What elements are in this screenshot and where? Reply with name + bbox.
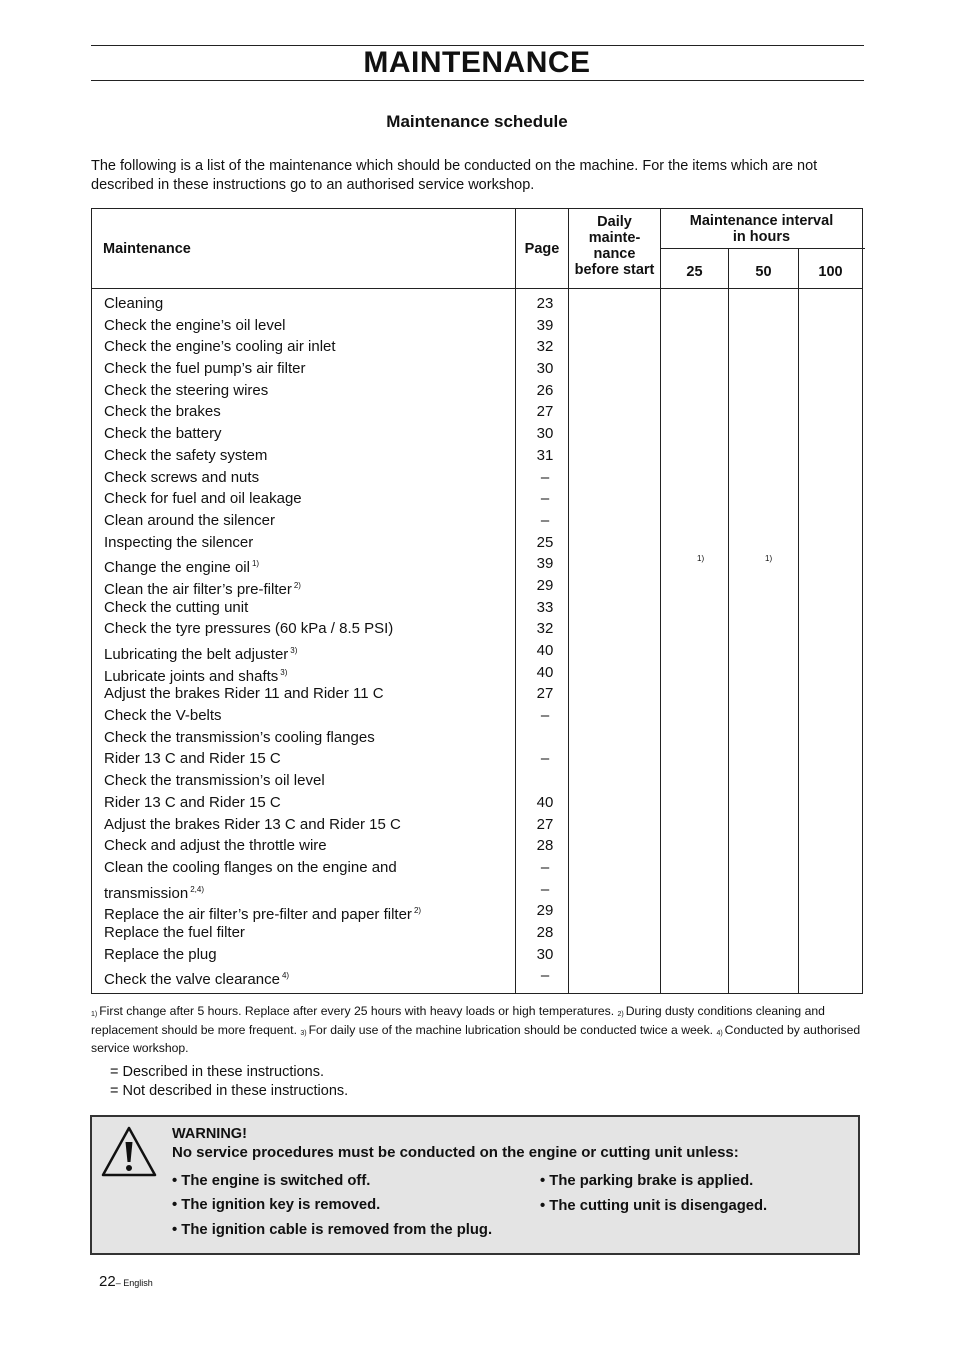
warning-bullet: • The ignition key is removed. bbox=[172, 1197, 381, 1213]
page-cell bbox=[515, 727, 575, 749]
table-row: Check the V-belts bbox=[104, 707, 222, 725]
page-cell: – bbox=[540, 967, 550, 985]
warning-bullet: • The cutting unit is disengaged. bbox=[540, 1198, 768, 1214]
warning-box bbox=[90, 1115, 860, 1255]
table-row: transmission $^{2,4)}$ bbox=[104, 884, 204, 902]
section-title: Maintenance schedule bbox=[386, 112, 568, 131]
maintenance-table bbox=[91, 208, 863, 994]
page-cell: 30 bbox=[536, 360, 554, 378]
table-row: Check and adjust the throttle wire bbox=[104, 837, 327, 855]
page-cell: 27 bbox=[536, 403, 554, 421]
page-cell: 23 bbox=[536, 295, 554, 312]
table-row: Lubricating the belt adjuster $^{3)}$ bbox=[104, 646, 298, 663]
table-row: Check the valve clearance $^{4)}$ bbox=[104, 971, 290, 989]
table-row: Check the engine’s cooling air inlet bbox=[104, 338, 336, 356]
footnotes: 1) First change after 5 hours. Replace after every 25 hours with heavy loads or high temperatures. 2) During dusty conditions cleaning and replacement should be more frequent. 3) For daily use of the machine lubrication should be conducted twice a week. 4) Conducted by authorised service workshop. bbox=[91, 1004, 861, 1055]
page-cell: 29 bbox=[536, 902, 554, 920]
page-cell: 32 bbox=[536, 338, 554, 356]
table-row: Adjust the brakes Rider 11 and Rider 11 C bbox=[104, 685, 384, 703]
header-100: 100 bbox=[818, 264, 843, 280]
page-cell bbox=[515, 770, 575, 792]
intro-paragraph: The following is a list of the maintenance which should be conducted on the machine. For the items which are not described in these instructions go to an authorised service workshop. bbox=[91, 158, 818, 193]
table-row: Check the brakes bbox=[104, 403, 221, 421]
header-25: 25 bbox=[686, 264, 703, 280]
page-cell: 32 bbox=[536, 620, 554, 638]
table-row: Check screws and nuts bbox=[104, 468, 260, 486]
table-row: Check for fuel and oil leakage bbox=[104, 490, 302, 508]
page-cell: 25 bbox=[536, 533, 554, 551]
table-row: Check the cutting unit bbox=[104, 598, 249, 616]
table-row: Replace the plug bbox=[104, 945, 217, 963]
note-25: 1) bbox=[697, 554, 705, 563]
header-50: 50 bbox=[755, 264, 772, 280]
header-page: Page bbox=[524, 241, 560, 257]
header-interval: Maintenance interval in hours bbox=[689, 213, 834, 245]
table-row: Check the safety system bbox=[104, 446, 268, 464]
col-divider-interval bbox=[660, 209, 661, 993]
table-row: Check the fuel pump’s air filter bbox=[104, 360, 306, 378]
table-row: Inspecting the silencer bbox=[104, 533, 254, 551]
page-cell: 40 bbox=[536, 793, 554, 811]
maintenance-items bbox=[104, 293, 534, 987]
page-cell: 28 bbox=[536, 837, 554, 855]
table-row: Rider 13 C and Rider 15 C bbox=[104, 750, 281, 768]
table-row: Check the steering wires bbox=[104, 381, 269, 399]
page-cell: – bbox=[540, 511, 550, 529]
warning-bullet: • The parking brake is applied. bbox=[540, 1173, 754, 1189]
table-row: Cleaning bbox=[104, 295, 164, 312]
table-row: Clean the air filter’s pre-filter $^{2)}$ bbox=[104, 580, 301, 598]
header-divider bbox=[92, 288, 862, 289]
warning-bullet: • The ignition cable is removed from the plug. bbox=[172, 1222, 493, 1238]
table-row: Check the tyre pressures (60 kPa / 8.5 PSI) bbox=[104, 620, 394, 638]
table-row: Replace the fuel filter bbox=[104, 923, 245, 941]
page-cell: – bbox=[540, 858, 550, 876]
note-50: 1) bbox=[765, 554, 773, 563]
table-row: Check the engine’s oil level bbox=[104, 316, 286, 334]
page-cell: 28 bbox=[536, 923, 554, 941]
page-cell: 40 bbox=[536, 663, 554, 681]
title-rule bbox=[91, 80, 864, 81]
warning-title: WARNING! bbox=[172, 1126, 247, 1142]
page-cell: 26 bbox=[536, 381, 554, 399]
table-row: Adjust the brakes Rider 13 C and Rider 15 C bbox=[104, 815, 401, 833]
page-cell: 27 bbox=[536, 815, 554, 833]
page-cell: – bbox=[540, 707, 550, 725]
warning-bullet: • The engine is switched off. bbox=[172, 1173, 371, 1189]
table-row: Check the battery bbox=[104, 425, 222, 443]
page-cell: 39 bbox=[536, 555, 554, 573]
warning-triangle-icon bbox=[100, 1125, 158, 1179]
page-cell: – bbox=[540, 490, 550, 508]
page-cell: – bbox=[540, 468, 550, 486]
table-row: Change the engine oil $^{1)}$ bbox=[104, 559, 260, 577]
page-cell: 29 bbox=[536, 576, 554, 594]
table-row: Check the transmission’s oil level bbox=[104, 772, 325, 790]
page-cell: 27 bbox=[536, 685, 554, 703]
interval-divider bbox=[660, 248, 865, 249]
legend-not-described: = Not described in these instructions. bbox=[110, 1083, 349, 1099]
table-row: Clean around the silencer bbox=[104, 511, 275, 529]
page-cell: 30 bbox=[536, 425, 554, 443]
table-row: Rider 13 C and Rider 15 C bbox=[104, 793, 281, 811]
page-cell: 30 bbox=[536, 945, 554, 963]
col-divider-100 bbox=[798, 249, 799, 993]
table-row: Clean the cooling flanges on the engine and bbox=[104, 858, 397, 876]
page-cell: – bbox=[540, 750, 550, 768]
page-title: MAINTENANCE bbox=[363, 46, 591, 79]
header-daily: Daily mainte- nance before start bbox=[574, 214, 655, 278]
page-cell: – bbox=[540, 880, 550, 898]
page-number: 22– English bbox=[99, 1273, 153, 1290]
table-row: Check the transmission’s cooling flanges bbox=[104, 728, 375, 746]
page-cell: 31 bbox=[536, 446, 554, 464]
page-cell: 39 bbox=[536, 316, 554, 334]
table-row: Lubricate joints and shafts $^{3)}$ bbox=[104, 667, 288, 685]
col-divider-50 bbox=[728, 249, 729, 993]
table-row: Replace the air filter’s pre-filter and paper filter $^{2)}$ bbox=[104, 906, 422, 924]
page-numbers bbox=[515, 293, 575, 987]
page-cell: 40 bbox=[536, 642, 554, 659]
header-maintenance: Maintenance bbox=[103, 241, 191, 257]
legend-described: = Described in these instructions. bbox=[110, 1064, 324, 1080]
warning-text: No service procedures must be conducted on the engine or cutting unit unless: bbox=[172, 1144, 739, 1161]
page-cell: 33 bbox=[536, 598, 554, 616]
